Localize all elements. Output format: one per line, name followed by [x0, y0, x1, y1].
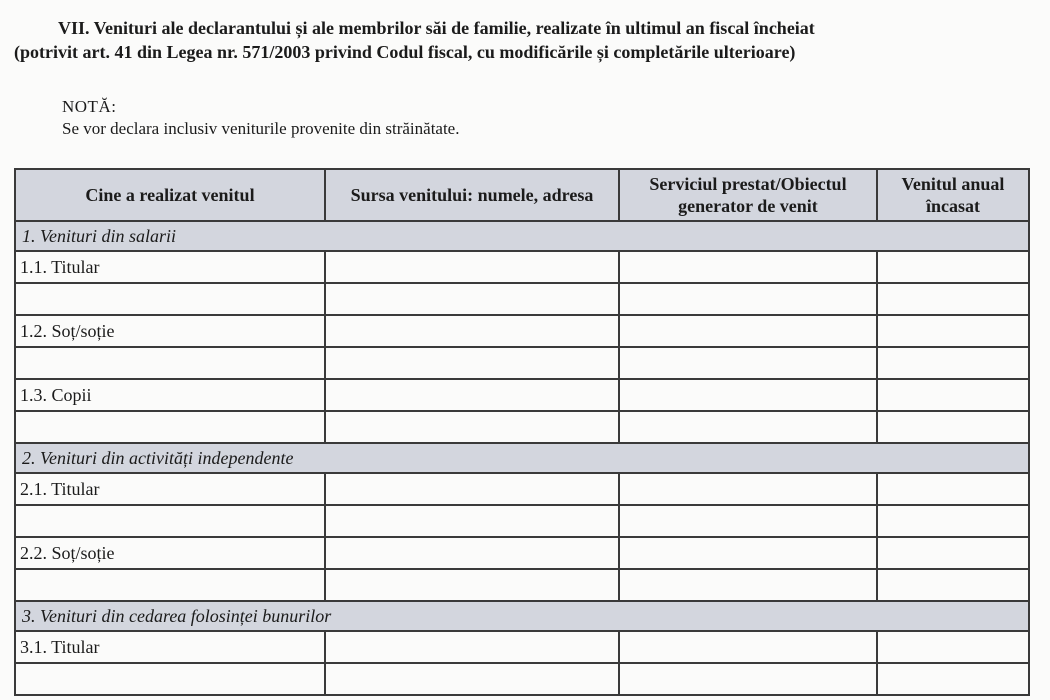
cell-annual-income[interactable]: [877, 569, 1029, 601]
cell-source[interactable]: [325, 251, 619, 283]
section-row: [15, 221, 1029, 251]
cell-annual-income[interactable]: [877, 379, 1029, 411]
header-service: Serviciul prestat/Obiectul generator de venit: [619, 169, 877, 221]
cell-service[interactable]: [619, 473, 877, 505]
cell-service[interactable]: [619, 251, 877, 283]
table-row: [15, 631, 1029, 663]
table-row: [15, 251, 1029, 283]
cell-source[interactable]: [325, 283, 619, 315]
cell-who: 2.1. Titular: [15, 473, 325, 505]
cell-source[interactable]: [325, 569, 619, 601]
cell-annual-income[interactable]: [877, 537, 1029, 569]
cell-service[interactable]: [619, 283, 877, 315]
table-row: [15, 411, 1029, 443]
section-title: 3. Venituri din cedarea folosinței bunurilor: [15, 601, 1029, 631]
cell-annual-income[interactable]: [877, 315, 1029, 347]
table-row: [15, 505, 1029, 537]
cell-service[interactable]: [619, 663, 877, 695]
cell-source[interactable]: [325, 379, 619, 411]
cell-annual-income[interactable]: [877, 347, 1029, 379]
note-block: [62, 96, 459, 140]
cell-annual-income[interactable]: [877, 473, 1029, 505]
section-row: [15, 443, 1029, 473]
table-row: [15, 379, 1029, 411]
cell-who: [15, 663, 325, 695]
cell-source[interactable]: [325, 315, 619, 347]
header-who: Cine a realizat venitul: [15, 169, 325, 221]
income-table: [14, 168, 1030, 696]
cell-who: [15, 283, 325, 315]
table-row: [15, 315, 1029, 347]
table-row: [15, 283, 1029, 315]
title-line-2: (potrivit art. 41 din Legea nr. 571/2003 privind Codul fiscal, cu modificările și completările ulterioare): [14, 42, 796, 62]
cell-annual-income[interactable]: [877, 505, 1029, 537]
cell-source[interactable]: [325, 663, 619, 695]
note-heading: NOTĂ:: [62, 97, 117, 116]
cell-service[interactable]: [619, 505, 877, 537]
cell-who: [15, 569, 325, 601]
cell-annual-income[interactable]: [877, 411, 1029, 443]
section-row: [15, 601, 1029, 631]
cell-service[interactable]: [619, 537, 877, 569]
cell-service[interactable]: [619, 569, 877, 601]
cell-service[interactable]: [619, 379, 877, 411]
section-title: 1. Venituri din salarii: [15, 221, 1029, 251]
cell-source[interactable]: [325, 411, 619, 443]
title-line-1: VII. Venituri ale declarantului și ale membrilor săi de familie, realizate în ultimul an fiscal încheiat: [58, 18, 815, 38]
cell-service[interactable]: [619, 411, 877, 443]
cell-source[interactable]: [325, 347, 619, 379]
cell-service[interactable]: [619, 631, 877, 663]
cell-annual-income[interactable]: [877, 251, 1029, 283]
cell-source[interactable]: [325, 631, 619, 663]
section-title: 2. Venituri din activități independente: [15, 443, 1029, 473]
header-annual-income: Venitul anual încasat: [877, 169, 1029, 221]
cell-who: [15, 347, 325, 379]
cell-who: 1.3. Copii: [15, 379, 325, 411]
cell-annual-income[interactable]: [877, 631, 1029, 663]
cell-who: 3.1. Titular: [15, 631, 325, 663]
table-row: [15, 537, 1029, 569]
cell-who: 1.2. Soț/soție: [15, 315, 325, 347]
header-source: Sursa venitului: numele, adresa: [325, 169, 619, 221]
cell-source[interactable]: [325, 473, 619, 505]
table-row: [15, 569, 1029, 601]
table-body: [15, 221, 1029, 695]
cell-who: 1.1. Titular: [15, 251, 325, 283]
document-title: [0, 16, 1050, 64]
cell-service[interactable]: [619, 315, 877, 347]
table-row: [15, 663, 1029, 695]
cell-source[interactable]: [325, 537, 619, 569]
cell-service[interactable]: [619, 347, 877, 379]
cell-who: 2.2. Soț/soție: [15, 537, 325, 569]
cell-annual-income[interactable]: [877, 283, 1029, 315]
cell-source[interactable]: [325, 505, 619, 537]
cell-who: [15, 505, 325, 537]
table-row: [15, 347, 1029, 379]
note-text: Se vor declara inclusiv veniturile provenite din străinătate.: [62, 119, 460, 138]
cell-who: [15, 411, 325, 443]
table-row: [15, 473, 1029, 505]
cell-annual-income[interactable]: [877, 663, 1029, 695]
table-header-row: [15, 169, 1029, 221]
